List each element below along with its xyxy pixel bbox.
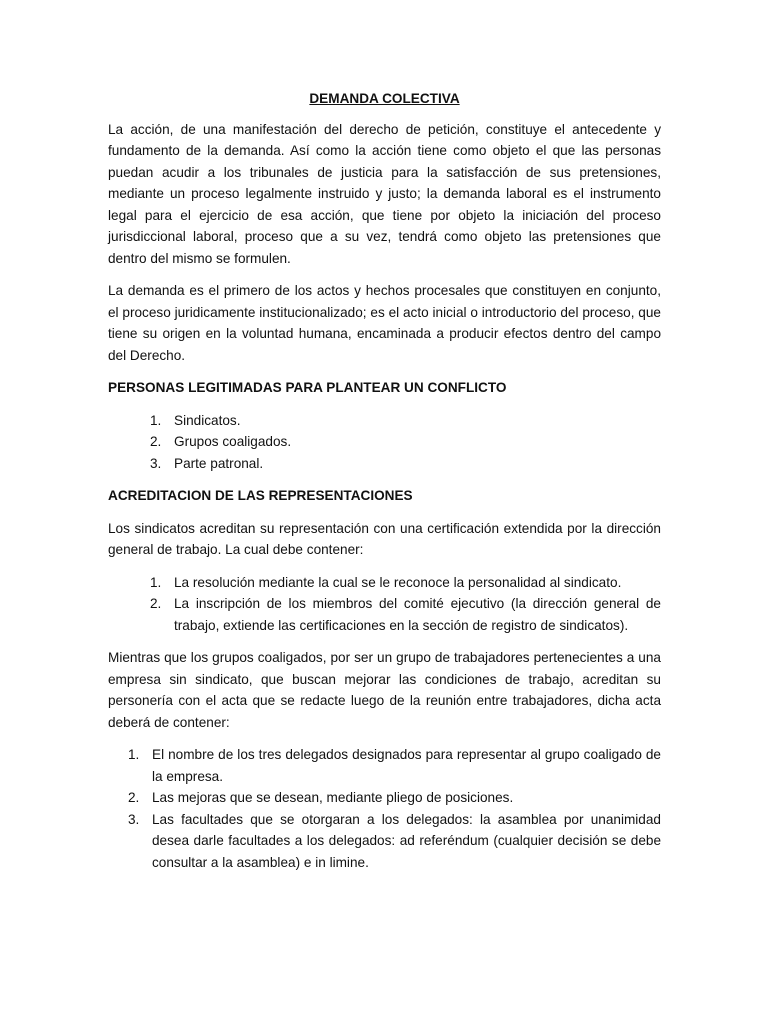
list-item-text: Sindicatos. xyxy=(174,412,241,428)
list-item-text: Parte patronal. xyxy=(174,455,264,471)
list-item xyxy=(108,787,661,809)
section-heading-acreditacion: ACREDITACION DE LAS REPRESENTACIONES xyxy=(108,488,413,503)
list-item xyxy=(108,453,661,475)
list-item xyxy=(108,593,661,636)
paragraph-grupos-coaligados: Mientras que los grupos coaligados, por ser un grupo de trabajadores pertenecientes a una empresa sin sindicato, que buscan mejorar las condiciones de trabajo, acreditan su personería con el acta que se redacte luego de la reunión entre trabajadores, dicha acta deberá de contener: xyxy=(108,650,661,730)
list-item-text: Grupos coaligados. xyxy=(174,434,292,449)
list-item xyxy=(108,431,661,453)
list-item-number: 2. xyxy=(150,596,162,611)
list-item-number: 1. xyxy=(150,412,162,428)
list-item-text: Las mejoras que se desean, mediante pliego de posiciones. xyxy=(152,790,514,805)
list-item xyxy=(108,572,661,594)
list-item xyxy=(108,410,661,432)
list-item-number: 1. xyxy=(128,747,140,762)
section-heading-legitimadas: PERSONAS LEGITIMADAS PARA PLANTEAR UN CONFLICTO xyxy=(108,380,507,395)
paragraph-demanda: La demanda es el primero de los actos y hechos procesales que constituyen en conjunto, el proceso juridicamente institucionalizado; es el acto inicial o introductorio del proceso, que tiene su origen en la voluntad humana, encaminada a producir efectos dentro del campo del Derecho. xyxy=(108,283,661,363)
list-item-text: Las facultades que se otorgaran a los delegados: la asamblea por unanimidad desea darle facultades a los delegados: ad referéndum (cualquier decisión se debe consultar a la asamblea) e in limine. xyxy=(152,811,661,870)
list-certificacion xyxy=(108,572,661,637)
list-item-text: La resolución mediante la cual se le reconoce la personalidad al sindicato. xyxy=(174,574,622,590)
list-item-number: 2. xyxy=(150,434,162,449)
document-title: DEMANDA COLECTIVA xyxy=(309,91,460,106)
list-acta xyxy=(108,744,661,873)
list-legitimadas xyxy=(108,410,661,475)
document-page xyxy=(108,88,661,884)
list-item-number: 3. xyxy=(128,811,140,827)
list-item-text: La inscripción de los miembros del comité ejecutivo (la dirección general de trabajo, extiende las certificaciones en la sección de registro de sindicatos). xyxy=(174,596,661,633)
list-item xyxy=(108,744,661,787)
list-item-number: 2. xyxy=(128,790,140,805)
list-item-text: El nombre de los tres delegados designados para representar al grupo coaligado de la empresa. xyxy=(152,747,661,784)
list-item-number: 1. xyxy=(150,574,162,590)
paragraph-intro: La acción, de una manifestación del derecho de petición, constituye el antecedente y fundamento de la demanda. Así como la acción tiene como objeto el que las personas puedan acudir a los tribunales de justicia para la satisfacción de sus pretensiones, mediante un proceso legalmente instruido y justo; la demanda laboral es el instrumento legal para el ejercicio de esa acción, que tiene por objeto la iniciación del proceso jurisdiccional laboral, proceso que a su vez, tendrá como objeto las pretensiones que dentro del mismo se formulen. xyxy=(108,121,661,266)
list-item-number: 3. xyxy=(150,455,162,471)
paragraph-sindicatos: Los sindicatos acreditan su representación con una certificación extendida por la dirección general de trabajo. La cual debe contener: xyxy=(108,520,661,557)
list-item xyxy=(108,809,661,874)
